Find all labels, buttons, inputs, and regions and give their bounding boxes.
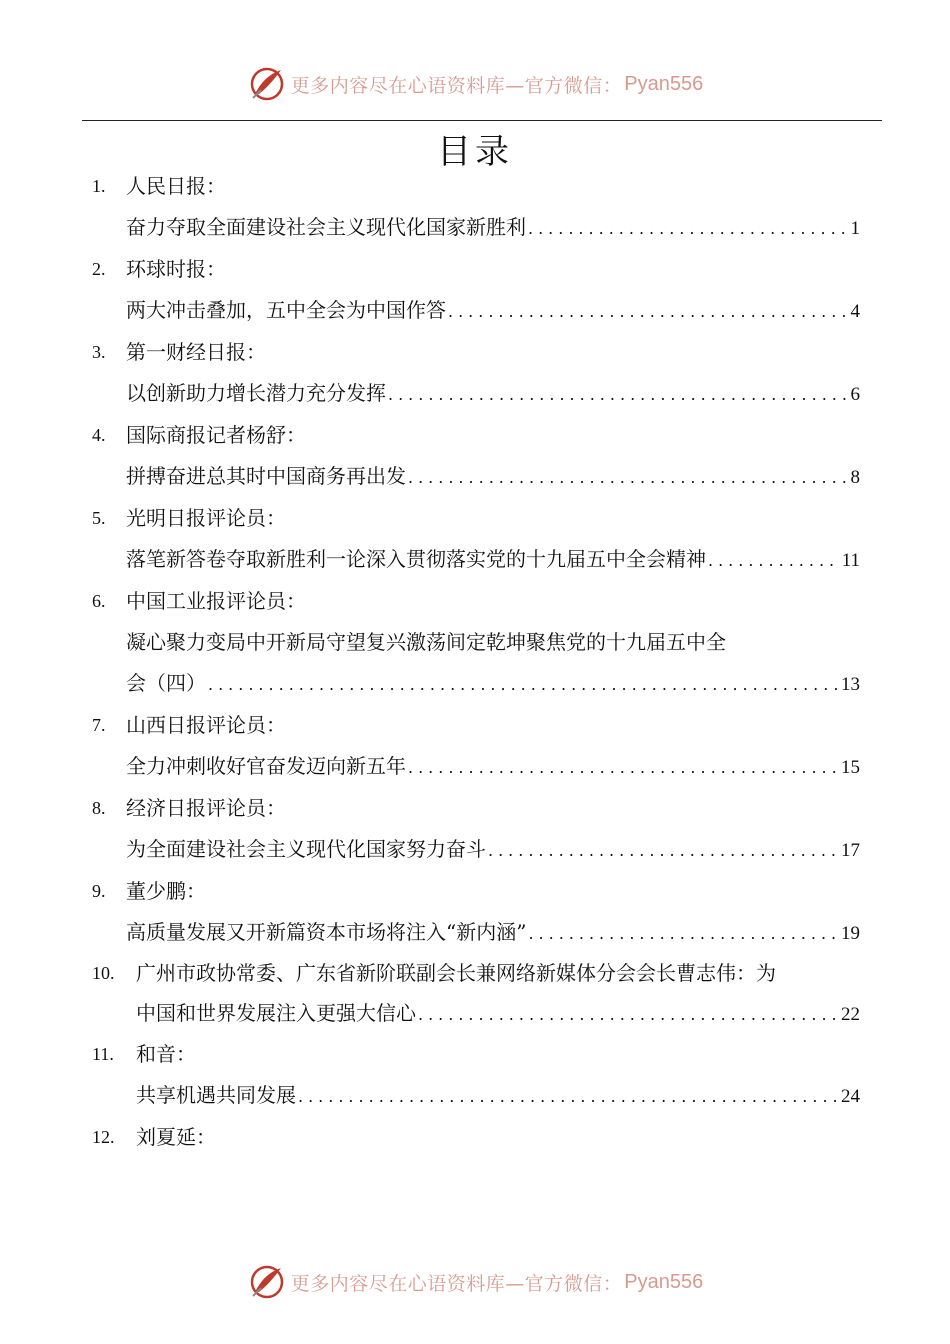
toc-item-heading: 环球时报： [126,257,226,281]
toc-page-number: 15 [841,757,860,778]
toc-item-heading: 人民日报： [126,174,226,198]
toc-page-number: 8 [850,467,860,488]
toc-entry[interactable] [126,379,860,409]
toc-item-number: 7. [92,715,106,735]
toc-leader-dots [528,920,837,948]
banner-wechat-id: Pyan556 [624,72,704,95]
toc-leader-dots [448,298,847,326]
toc-item-heading: 中国工业报评论员： [126,589,306,613]
toc-page-number: 13 [841,674,860,695]
toc-entry[interactable] [126,918,860,948]
toc-item-heading: 刘夏延： [136,1125,216,1149]
toc-leader-dots [528,215,847,243]
toc-page-number: 19 [841,923,860,944]
toc-entry[interactable] [126,545,860,575]
toc-item-heading: 光明日报评论员： [126,506,286,530]
toc-page-number: 6 [850,384,860,405]
toc-page-number: 11 [841,550,860,571]
toc-page-number: 22 [841,1004,860,1025]
toc-leader-dots [408,754,837,782]
toc-leader-dots [708,547,838,575]
toc-entry-title: 中国和世界发展注入更强大信心 [136,1001,416,1025]
toc-item-heading: 经济日报评论员： [126,796,286,820]
toc-entry-title: 拼搏奋进总其时中国商务再出发 [126,464,406,488]
quill-logo-icon [247,64,287,104]
toc-page-number: 1 [850,218,860,239]
footer-watermark-banner [0,1260,950,1304]
toc-item-heading: 和音： [136,1042,196,1066]
toc-entry[interactable] [126,296,860,326]
toc-page-number: 17 [841,840,860,861]
toc-entry-title: 共享机遇共同发展 [136,1083,296,1107]
toc-item-heading: 国际商报记者杨舒： [126,423,306,447]
toc-entry-title: 奋力夺取全面建设社会主义现代化国家新胜利 [126,215,526,239]
toc-item-number: 11. [92,1044,114,1064]
toc-leader-dots [208,671,837,699]
toc-item-number: 10. [92,963,115,983]
toc-item-number: 6. [92,591,106,611]
toc-leader-dots [298,1083,837,1111]
toc-leader-dots [388,381,847,409]
toc-entry-title: 两大冲击叠加，五中全会为中国作答 [126,298,446,322]
toc-item-number: 2. [92,259,106,279]
toc-entry[interactable] [126,835,860,865]
toc-item-number: 5. [92,508,106,528]
toc-entry[interactable] [126,752,860,782]
toc-item-heading: 第一财经日报： [126,340,266,364]
quill-logo-icon [247,1262,287,1302]
page-title: 目录 [437,132,513,172]
toc-entry[interactable] [136,999,860,1029]
toc-leader-dots [408,464,847,492]
toc-entry[interactable] [126,462,860,492]
toc-entry[interactable] [126,669,860,699]
toc-item-heading: 山西日报评论员： [126,713,286,737]
toc-entry-title-line[interactable]: 凝心聚力变局中开新局守望复兴激荡间定乾坤聚焦党的十九届五中全 [126,630,726,654]
banner-text: 更多内容尽在心语资料库—官方微信： [290,1272,623,1295]
toc-item-number: 4. [92,425,106,445]
header-watermark-banner [0,62,950,106]
toc-item-number: 3. [92,342,106,362]
toc-item-heading: 董少鹏： [126,879,206,903]
toc-entry-title: 高质量发展又开新篇资本市场将注入“新内涵” [126,920,527,944]
banner-wechat-id: Pyan556 [624,1270,704,1293]
toc-item-heading: 广州市政协常委、广东省新阶联副会长兼网络新媒体分会会长曹志伟：为 [136,961,776,985]
toc-item-number: 9. [92,881,106,901]
toc-entry-title: 为全面建设社会主义现代化国家努力奋斗 [126,837,486,861]
banner-text: 更多内容尽在心语资料库—官方微信： [290,74,623,97]
toc-entry-title: 以创新助力增长潜力充分发挥 [126,381,386,405]
toc-page-number: 24 [841,1086,860,1107]
toc-entry[interactable] [126,213,860,243]
toc-entry-title: 全力冲刺收好官奋发迈向新五年 [126,754,406,778]
toc-entry-title: 落笔新答卷夺取新胜利一论深入贯彻落实党的十九届五中全会精神 [126,547,706,571]
toc-item-number: 1. [92,176,106,196]
toc-entry[interactable] [136,1081,860,1111]
toc-leader-dots [418,1001,837,1029]
toc-entry-title: 会（四） [126,671,206,695]
header-rule [82,120,882,121]
toc-item-number: 8. [92,798,106,818]
toc-leader-dots [488,837,837,865]
toc-item-number: 12. [92,1127,115,1147]
toc-page-number: 4 [850,301,860,322]
